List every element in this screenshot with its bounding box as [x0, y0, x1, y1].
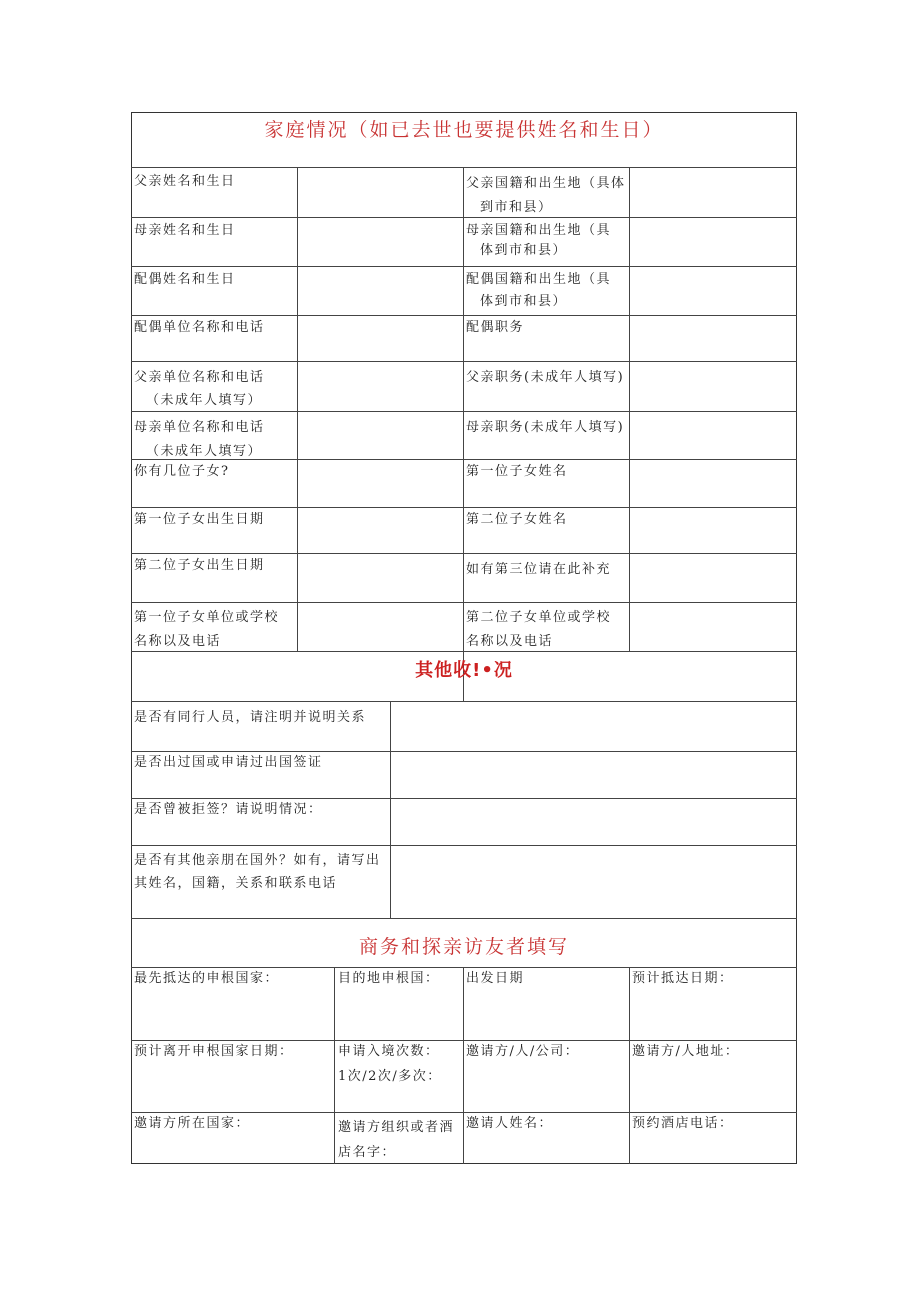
inviter-label: 邀请方/人/公司： [466, 1044, 580, 1059]
mother-nationality-label-2: 体到市和县） [480, 243, 568, 258]
father-position-label: 父亲职务(未成年人填写) [466, 370, 625, 385]
father-nationality-label: 父亲国籍和出生地（具体 [466, 176, 626, 191]
relatives-abroad-label: 是否有其他亲朋在国外？如有，请写出 [134, 853, 381, 868]
divider [131, 217, 797, 218]
child1-school-label: 第一位子女单位或学校 [134, 610, 280, 625]
family-section-title: 家庭情况（如已去世也要提供姓名和生日） [264, 119, 664, 141]
mother-employer-label: 母亲单位名称和电话 [134, 420, 265, 435]
divider [463, 967, 464, 1164]
spouse-nationality-label: 配偶国籍和出生地（具 [466, 272, 612, 287]
inviter-name-label: 邀请人姓名： [466, 1116, 554, 1131]
child2-birth-label: 第二位子女出生日期 [134, 558, 265, 573]
mother-nationality-label: 母亲国籍和出生地（具 [466, 223, 612, 238]
org-hotel-label-2: 店名字： [338, 1145, 397, 1160]
divider [131, 361, 797, 362]
child2-school-label: 第二位子女单位或学校 [466, 610, 612, 625]
leave-date-label: 预计离开申根国家日期： [134, 1044, 294, 1059]
divider [131, 266, 797, 267]
divider [390, 701, 391, 918]
father-name-birth-label: 父亲姓名和生日 [134, 174, 236, 189]
spouse-employer-label: 配偶单位名称和电话 [134, 320, 265, 335]
child2-school-label-2: 名称以及电话 [466, 634, 554, 649]
spouse-nationality-label-2: 体到市和县） [480, 294, 568, 309]
child1-birth-label: 第一位子女出生日期 [134, 512, 265, 527]
org-hotel-label: 邀请方组织或者酒 [338, 1120, 455, 1135]
father-employer-note: （未成年人填写） [146, 393, 263, 408]
father-employer-label: 父亲单位名称和电话 [134, 370, 265, 385]
mother-name-birth-label: 母亲姓名和生日 [134, 223, 236, 238]
refused-visa-label: 是否曾被拒签？请说明情况： [134, 802, 323, 817]
divider [131, 701, 797, 702]
divider [131, 918, 797, 919]
inviter-address-label: 邀请方/人地址： [632, 1044, 740, 1059]
mother-employer-note: （未成年人填写） [146, 444, 263, 459]
mother-position-label: 母亲职务(未成年人填写) [466, 420, 625, 435]
inviter-country-label: 邀请方所在国家： [134, 1116, 251, 1131]
first-country-label: 最先抵达的申根国家： [134, 971, 280, 986]
child2-name-label: 第二位子女姓名 [466, 512, 568, 527]
child1-name-label: 第一位子女姓名 [466, 464, 568, 479]
business-section-title: 商务和探亲访友者填写 [358, 936, 569, 958]
divider [131, 167, 797, 168]
entries-label: 申请入境次数： [338, 1044, 440, 1059]
previous-visa-label: 是否出过国或申请过出国签证 [134, 755, 323, 770]
entries-options: 1次/2次/多次： [338, 1069, 442, 1084]
child3-note-label: 如有第三位请在此补充 [466, 562, 612, 577]
spouse-name-birth-label: 配偶姓名和生日 [134, 272, 236, 287]
divider [131, 845, 797, 846]
divider [629, 167, 630, 651]
children-count-label: 你有几位子女? [134, 464, 230, 479]
father-nationality-label-2: 到市和县） [480, 200, 553, 215]
divider [334, 967, 335, 1164]
divider [463, 167, 464, 701]
other-section-title: 其他收!•况 [415, 660, 513, 681]
departure-date-label: 出发日期 [466, 971, 525, 986]
arrival-date-label: 预计抵达日期： [632, 971, 734, 986]
spouse-position-label: 配偶职务 [466, 320, 525, 335]
companions-label: 是否有同行人员，请注明并说明关系 [134, 710, 367, 725]
divider [629, 967, 630, 1164]
child1-school-label-2: 名称以及电话 [134, 634, 222, 649]
divider [131, 602, 797, 603]
divider [297, 167, 298, 651]
destination-label: 目的地申根国： [338, 971, 440, 986]
hotel-phone-label: 预约酒店电话： [632, 1116, 734, 1131]
relatives-abroad-label-2: 其姓名，国籍，关系和联系电话 [134, 876, 338, 891]
divider [131, 651, 797, 652]
